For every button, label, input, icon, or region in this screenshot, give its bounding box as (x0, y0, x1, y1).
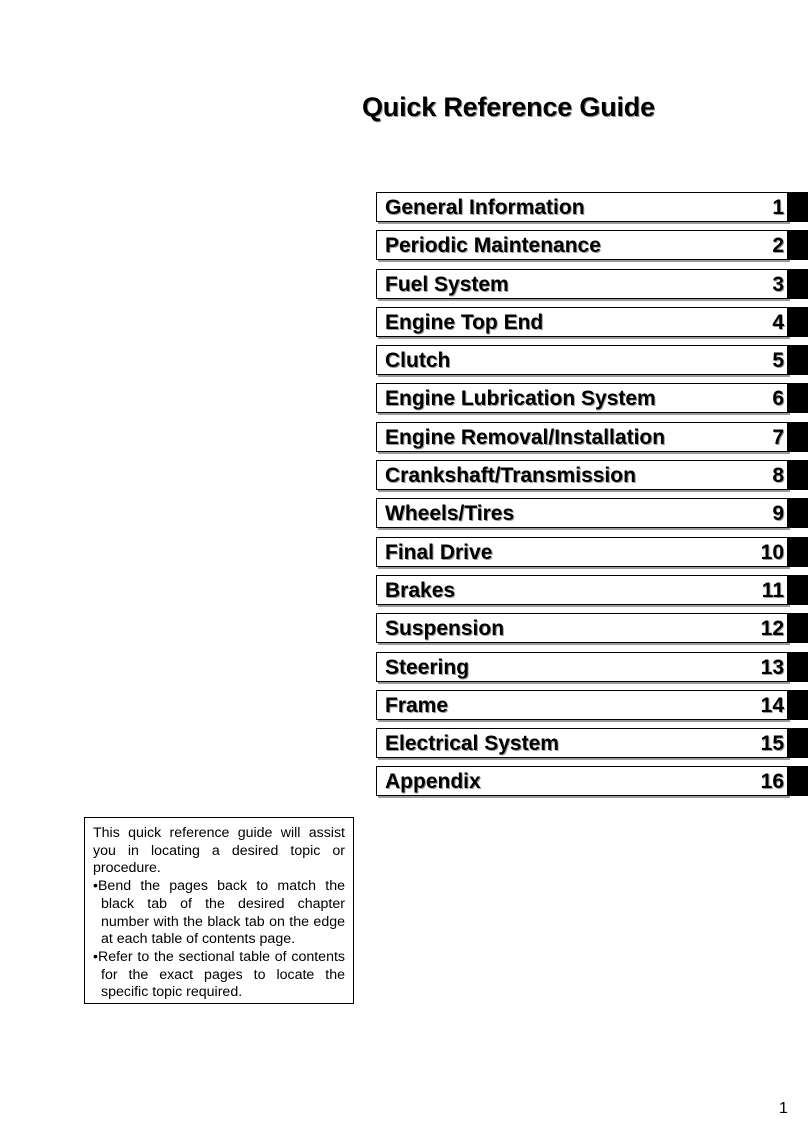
chapter-row-3[interactable] (376, 269, 808, 299)
usage-note (84, 817, 354, 1004)
chapter-number: 6 (772, 387, 784, 411)
chapter-row-9[interactable] (376, 498, 808, 528)
chapter-row-11[interactable] (376, 575, 808, 605)
chapter-tab (788, 728, 808, 758)
chapter-box[interactable] (376, 192, 788, 222)
page-number: 1 (779, 1100, 788, 1117)
chapter-tab (788, 345, 808, 375)
chapter-number: 5 (772, 349, 784, 373)
chapter-label: Suspension (385, 617, 505, 641)
chapter-number: 16 (760, 770, 784, 794)
chapter-tab (788, 766, 808, 796)
page-title: Quick Reference Guide (362, 92, 655, 122)
chapter-number: 2 (772, 234, 784, 258)
chapter-number: 10 (760, 540, 784, 564)
chapter-tab (788, 460, 808, 490)
chapter-tab (788, 613, 808, 643)
chapter-box[interactable] (376, 422, 788, 452)
chapter-tab (788, 575, 808, 605)
chapter-tab (788, 537, 808, 567)
chapter-box[interactable] (376, 307, 788, 337)
chapter-box[interactable] (376, 690, 788, 720)
chapter-box[interactable] (376, 613, 788, 643)
chapter-label: Crankshaft/Transmission (385, 464, 636, 488)
chapter-label: Fuel System (385, 272, 509, 296)
chapter-box[interactable] (376, 269, 788, 299)
chapter-row-13[interactable] (376, 652, 808, 682)
chapter-label: Engine Top End (385, 310, 544, 334)
chapter-label: General Information (385, 196, 585, 219)
chapter-tab (788, 652, 808, 682)
chapter-row-4[interactable] (376, 307, 808, 337)
chapter-number: 4 (772, 310, 784, 334)
chapter-label: Periodic Maintenance (385, 234, 601, 258)
note-bullet: •Bend the pages back to match the black tab of the desired chapter number with the black tab on the edge at each table of contents page. (93, 878, 345, 948)
chapter-tab (788, 422, 808, 452)
chapter-tab (788, 690, 808, 720)
chapter-label: Wheels/Tires (385, 502, 515, 526)
chapter-number: 12 (760, 617, 784, 641)
chapter-number: 3 (772, 272, 784, 296)
chapter-label: Final Drive (385, 540, 493, 564)
chapter-row-12[interactable] (376, 613, 808, 643)
chapter-row-2[interactable] (376, 230, 808, 260)
chapter-label: Brakes (385, 578, 456, 602)
chapter-number: 14 (760, 693, 784, 717)
chapter-row-7[interactable] (376, 422, 808, 452)
chapter-box[interactable] (376, 230, 788, 260)
chapter-label: Electrical System (385, 732, 559, 756)
chapter-row-6[interactable] (376, 383, 808, 413)
chapter-tab (788, 307, 808, 337)
chapter-row-10[interactable] (376, 537, 808, 567)
chapter-tab (788, 269, 808, 299)
chapter-index (376, 192, 808, 805)
chapter-box[interactable] (376, 498, 788, 528)
chapter-box[interactable] (376, 537, 788, 567)
chapter-label: Engine Lubrication System (385, 387, 656, 411)
chapter-number: 9 (772, 502, 784, 526)
chapter-tab (788, 498, 808, 528)
chapter-box[interactable] (376, 383, 788, 413)
note-intro: This quick reference guide will assist you in locating a desired topic or procedure. (93, 825, 345, 877)
chapter-number: 7 (772, 425, 784, 449)
chapter-label: Steering (385, 655, 470, 679)
chapter-number: 11 (761, 578, 784, 602)
chapter-tab (788, 383, 808, 413)
chapter-row-16[interactable] (376, 766, 808, 796)
chapter-number: 15 (760, 732, 784, 756)
chapter-row-8[interactable] (376, 460, 808, 490)
chapter-tab (788, 192, 808, 222)
chapter-box[interactable] (376, 575, 788, 605)
chapter-row-14[interactable] (376, 690, 808, 720)
chapter-row-5[interactable] (376, 345, 808, 375)
chapter-row-1[interactable] (376, 192, 808, 222)
chapter-box[interactable] (376, 766, 788, 796)
chapter-box[interactable] (376, 728, 788, 758)
chapter-label: Appendix (385, 770, 481, 794)
chapter-number: 8 (772, 464, 784, 488)
chapter-number: 13 (760, 655, 784, 679)
chapter-tab (788, 230, 808, 260)
chapter-box[interactable] (376, 460, 788, 490)
note-bullet: •Refer to the sectional table of contents for the exact pages to locate the specific topic required. (93, 948, 345, 1001)
chapter-row-15[interactable] (376, 728, 808, 758)
chapter-box[interactable] (376, 345, 788, 375)
chapter-label: Clutch (385, 349, 451, 373)
chapter-label: Frame (385, 693, 449, 717)
chapter-number: 1 (772, 196, 784, 219)
chapter-label: Engine Removal/Installation (385, 425, 666, 449)
chapter-box[interactable] (376, 652, 788, 682)
